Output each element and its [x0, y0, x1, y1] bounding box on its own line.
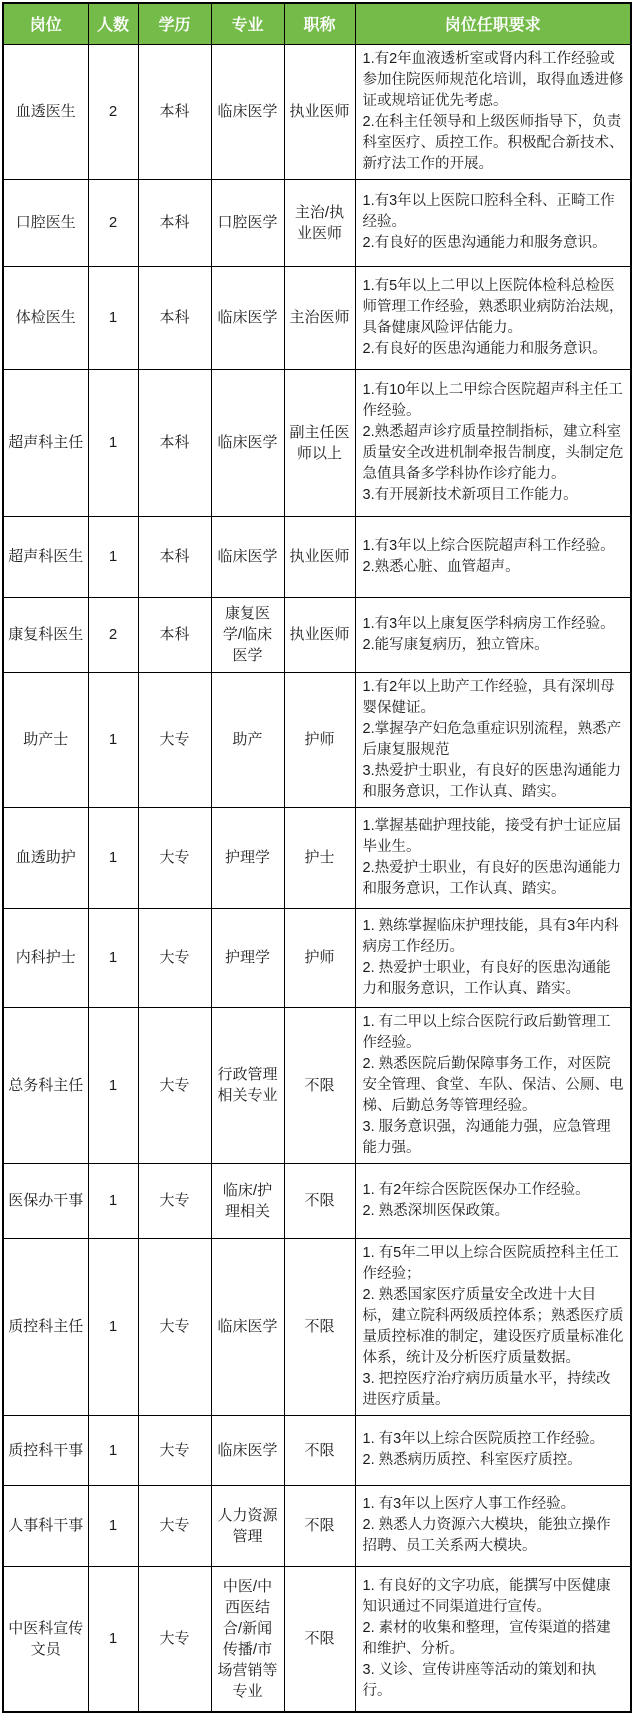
requirement-item: 2. 素材的收集和整理，宣传渠道的搭建和维护、分析。: [362, 1619, 611, 1657]
major-cell: 护理学: [211, 908, 284, 1007]
requirements-cell: [355, 266, 631, 369]
requirements-cell: [355, 516, 631, 597]
table-row: [3, 1238, 631, 1415]
education-cell: 本科: [138, 597, 211, 672]
title-cell: 护师: [284, 908, 355, 1007]
title-cell: 不限: [284, 1007, 355, 1163]
column-header-3: 学历: [138, 3, 211, 44]
education-cell: 本科: [138, 516, 211, 597]
title-cell: 不限: [284, 1238, 355, 1415]
requirement-item: 1.有2年血液透析室或肾内科工作经验或参加住院医师规范化培训，取得血透进修证或规培证优先考虑。: [362, 50, 624, 109]
requirement-item: 3.热爱护士职业，有良好的医患沟通能力和服务意识，工作认真、踏实。: [362, 762, 622, 800]
count-cell: 1: [88, 1007, 138, 1163]
table-header-row: [3, 3, 631, 44]
major-cell: 助产: [211, 672, 284, 807]
table-row: [3, 672, 631, 807]
count-cell: 2: [88, 179, 138, 266]
requirement-item: 1.有3年以上康复医学科病房工作经验。: [362, 615, 615, 632]
requirements-cell: [355, 1485, 631, 1566]
count-cell: 1: [88, 1485, 138, 1566]
title-cell: 护士: [284, 807, 355, 908]
count-cell: 1: [88, 516, 138, 597]
table-row: [3, 1566, 631, 1712]
requirement-item: 1.有5年以上二甲以上医院体检科总检医师管理工作经验，熟悉职业病防治法规，具备健康风险评估能力。: [362, 277, 624, 336]
table-row: [3, 516, 631, 597]
title-cell: 执业医师: [284, 516, 355, 597]
requirement-item: 1. 有二甲以上综合医院行政后勤管理工作经验。: [362, 1013, 611, 1051]
title-cell: 主治医师: [284, 266, 355, 369]
position-cell: 助产士: [3, 672, 88, 807]
education-cell: 本科: [138, 179, 211, 266]
column-header-4: 专业: [211, 3, 284, 44]
major-cell: 行政管理相关专业: [211, 1007, 284, 1163]
requirements-cell: [355, 1163, 631, 1238]
table-row: [3, 807, 631, 908]
table-row: [3, 1163, 631, 1238]
requirements-cell: [355, 1415, 631, 1485]
requirement-item: 1. 有良好的文字功底，能撰写中医健康知识通过不同渠道进行宣传。: [362, 1577, 611, 1615]
major-cell: 临床医学: [211, 266, 284, 369]
count-cell: 1: [88, 1238, 138, 1415]
table-row: [3, 1485, 631, 1566]
requirement-item: 2.能写康复病历，独立管床。: [362, 636, 549, 653]
requirement-item: 1. 有5年二甲以上综合医院质控科主任工作经验；: [362, 1244, 619, 1282]
position-cell: 人事科干事: [3, 1485, 88, 1566]
table-row: [3, 1007, 631, 1163]
requirements-cell: [355, 908, 631, 1007]
education-cell: 本科: [138, 369, 211, 516]
major-cell: 护理学: [211, 807, 284, 908]
position-cell: 质控科主任: [3, 1238, 88, 1415]
count-cell: 1: [88, 369, 138, 516]
requirement-item: 2. 热爱护士职业，有良好的医患沟通能力和服务意识，工作认真、踏实。: [362, 959, 611, 997]
table-row: [3, 369, 631, 516]
job-positions-table: [2, 2, 632, 1713]
major-cell: 临床/护理相关: [211, 1163, 284, 1238]
requirement-item: 2. 熟悉国家医疗质量安全改进十大目标，建立院科两级质控体系；熟悉医疗质量质控标准的制定，建设医疗质量标准化体系，统计及分析医疗质量数据。: [362, 1286, 624, 1366]
education-cell: 大专: [138, 1485, 211, 1566]
position-cell: 康复科医生: [3, 597, 88, 672]
table-row: [3, 597, 631, 672]
requirement-item: 2. 熟悉深圳医保政策。: [362, 1202, 510, 1219]
requirements-cell: [355, 369, 631, 516]
major-cell: 临床医学: [211, 44, 284, 179]
requirement-item: 2.掌握孕产妇危急重症识别流程，熟悉产后康复服规范: [362, 720, 622, 758]
education-cell: 大专: [138, 908, 211, 1007]
position-cell: 口腔医生: [3, 179, 88, 266]
count-cell: 1: [88, 908, 138, 1007]
requirement-item: 2.有良好的医患沟通能力和服务意识。: [362, 340, 607, 357]
requirement-item: 1. 熟练掌握临床护理技能，具有3年内科病房工作经历。: [362, 917, 619, 955]
requirement-item: 3. 把控医疗治疗病历质量水平，持续改进医疗质量。: [362, 1370, 611, 1408]
requirement-item: 1. 有3年以上医疗人事工作经验。: [362, 1496, 576, 1512]
requirements-cell: [355, 44, 631, 179]
major-cell: 临床医学: [211, 516, 284, 597]
major-cell: 临床医学: [211, 1415, 284, 1485]
requirement-item: 2.有良好的医患沟通能力和服务意识。: [362, 235, 607, 251]
requirement-item: 1. 有3年以上综合医院质控工作经验。: [362, 1431, 605, 1447]
title-cell: 不限: [284, 1163, 355, 1238]
education-cell: 本科: [138, 266, 211, 369]
requirements-cell: [355, 597, 631, 672]
position-cell: 体检医生: [3, 266, 88, 369]
count-cell: 1: [88, 1566, 138, 1712]
education-cell: 大专: [138, 1566, 211, 1712]
column-header-1: 岗位: [3, 3, 88, 44]
education-cell: 大专: [138, 1163, 211, 1238]
requirement-item: 1.有10年以上二甲综合医院超声科主任工作经验。: [362, 381, 623, 419]
requirements-cell: [355, 1566, 631, 1712]
requirements-cell: [355, 1238, 631, 1415]
education-cell: 大专: [138, 807, 211, 908]
major-cell: 临床医学: [211, 369, 284, 516]
position-cell: 质控科干事: [3, 1415, 88, 1485]
count-cell: 2: [88, 44, 138, 179]
major-cell: 人力资源管理: [211, 1485, 284, 1566]
table-row: [3, 908, 631, 1007]
count-cell: 1: [88, 1163, 138, 1238]
position-cell: 中医科宣传文员: [3, 1566, 88, 1712]
table-row: [3, 1415, 631, 1485]
table-row: [3, 179, 631, 266]
requirement-item: 3. 服务意识强，沟通能力强，应急管理能力强。: [362, 1118, 611, 1156]
education-cell: 大专: [138, 672, 211, 807]
table-row: [3, 44, 631, 179]
requirement-item: 2. 熟悉人力资源六大模块，能独立操作招聘、员工关系两大模块。: [362, 1517, 611, 1554]
count-cell: 1: [88, 1415, 138, 1485]
requirements-cell: [355, 807, 631, 908]
title-cell: 执业医师: [284, 44, 355, 179]
requirement-item: 1.掌握基础护理技能，接受有护士证应届毕业生。: [362, 817, 622, 855]
title-cell: 不限: [284, 1485, 355, 1566]
count-cell: 1: [88, 807, 138, 908]
major-cell: 中医/中西医结合/新闻传播/市场营销等专业: [211, 1566, 284, 1712]
major-cell: 临床医学: [211, 1238, 284, 1415]
education-cell: 大专: [138, 1007, 211, 1163]
position-cell: 内科护士: [3, 908, 88, 1007]
requirement-item: 2. 熟悉病历质控、科室医疗质控。: [362, 1452, 582, 1468]
education-cell: 大专: [138, 1415, 211, 1485]
requirement-item: 2.熟悉超声诊疗质量控制指标，建立科室质量安全改进机制牵报告制度，头制定危急值具备多学科协作诊疗能力。: [362, 423, 624, 482]
position-cell: 超声科医生: [3, 516, 88, 597]
requirement-item: 1.有2年以上助产工作经验，具有深圳母婴保健证。: [362, 678, 615, 716]
title-cell: 执业医师: [284, 597, 355, 672]
requirement-item: 1. 有2年综合医院医保办工作经验。: [362, 1181, 590, 1198]
requirement-item: 2.在科主任领导和上级医师指导下，负责科室医疗、质控工作。积极配合新技术、新疗法工作的开展。: [362, 113, 624, 172]
title-cell: 不限: [284, 1415, 355, 1485]
title-cell: 护师: [284, 672, 355, 807]
position-cell: 血透医生: [3, 44, 88, 179]
position-cell: 超声科主任: [3, 369, 88, 516]
table-row: [3, 266, 631, 369]
position-cell: 医保办干事: [3, 1163, 88, 1238]
position-cell: 血透助护: [3, 807, 88, 908]
requirements-cell: [355, 179, 631, 266]
count-cell: 2: [88, 597, 138, 672]
title-cell: 主治/执业医师: [284, 179, 355, 266]
column-header-6: 岗位任职要求: [355, 3, 631, 44]
requirement-item: 2.熟悉心脏、血管超声。: [362, 558, 520, 575]
count-cell: 1: [88, 672, 138, 807]
requirement-item: 1.有3年以上医院口腔科全科、正畸工作经验。: [362, 193, 615, 230]
title-cell: 不限: [284, 1566, 355, 1712]
major-cell: 口腔医学: [211, 179, 284, 266]
requirement-item: 2.热爱护士职业，有良好的医患沟通能力和服务意识，工作认真、踏实。: [362, 859, 622, 897]
column-header-5: 职称: [284, 3, 355, 44]
title-cell: 副主任医师以上: [284, 369, 355, 516]
position-cell: 总务科主任: [3, 1007, 88, 1163]
column-header-2: 人数: [88, 3, 138, 44]
major-cell: 康复医学/临床医学: [211, 597, 284, 672]
requirement-item: 3.有开展新技术新项目工作能力。: [362, 486, 578, 503]
education-cell: 本科: [138, 44, 211, 179]
requirement-item: 1.有3年以上综合医院超声科工作经验。: [362, 537, 615, 554]
requirements-cell: [355, 1007, 631, 1163]
requirement-item: 2. 熟悉医院后勤保障事务工作，对医院安全管理、食堂、车队、保洁、公厕、电梯、后勤总务等管理经验。: [362, 1055, 624, 1114]
education-cell: 大专: [138, 1238, 211, 1415]
requirement-item: 3. 义诊、宣传讲座等活动的策划和执行。: [362, 1661, 597, 1699]
requirements-cell: [355, 672, 631, 807]
count-cell: 1: [88, 266, 138, 369]
